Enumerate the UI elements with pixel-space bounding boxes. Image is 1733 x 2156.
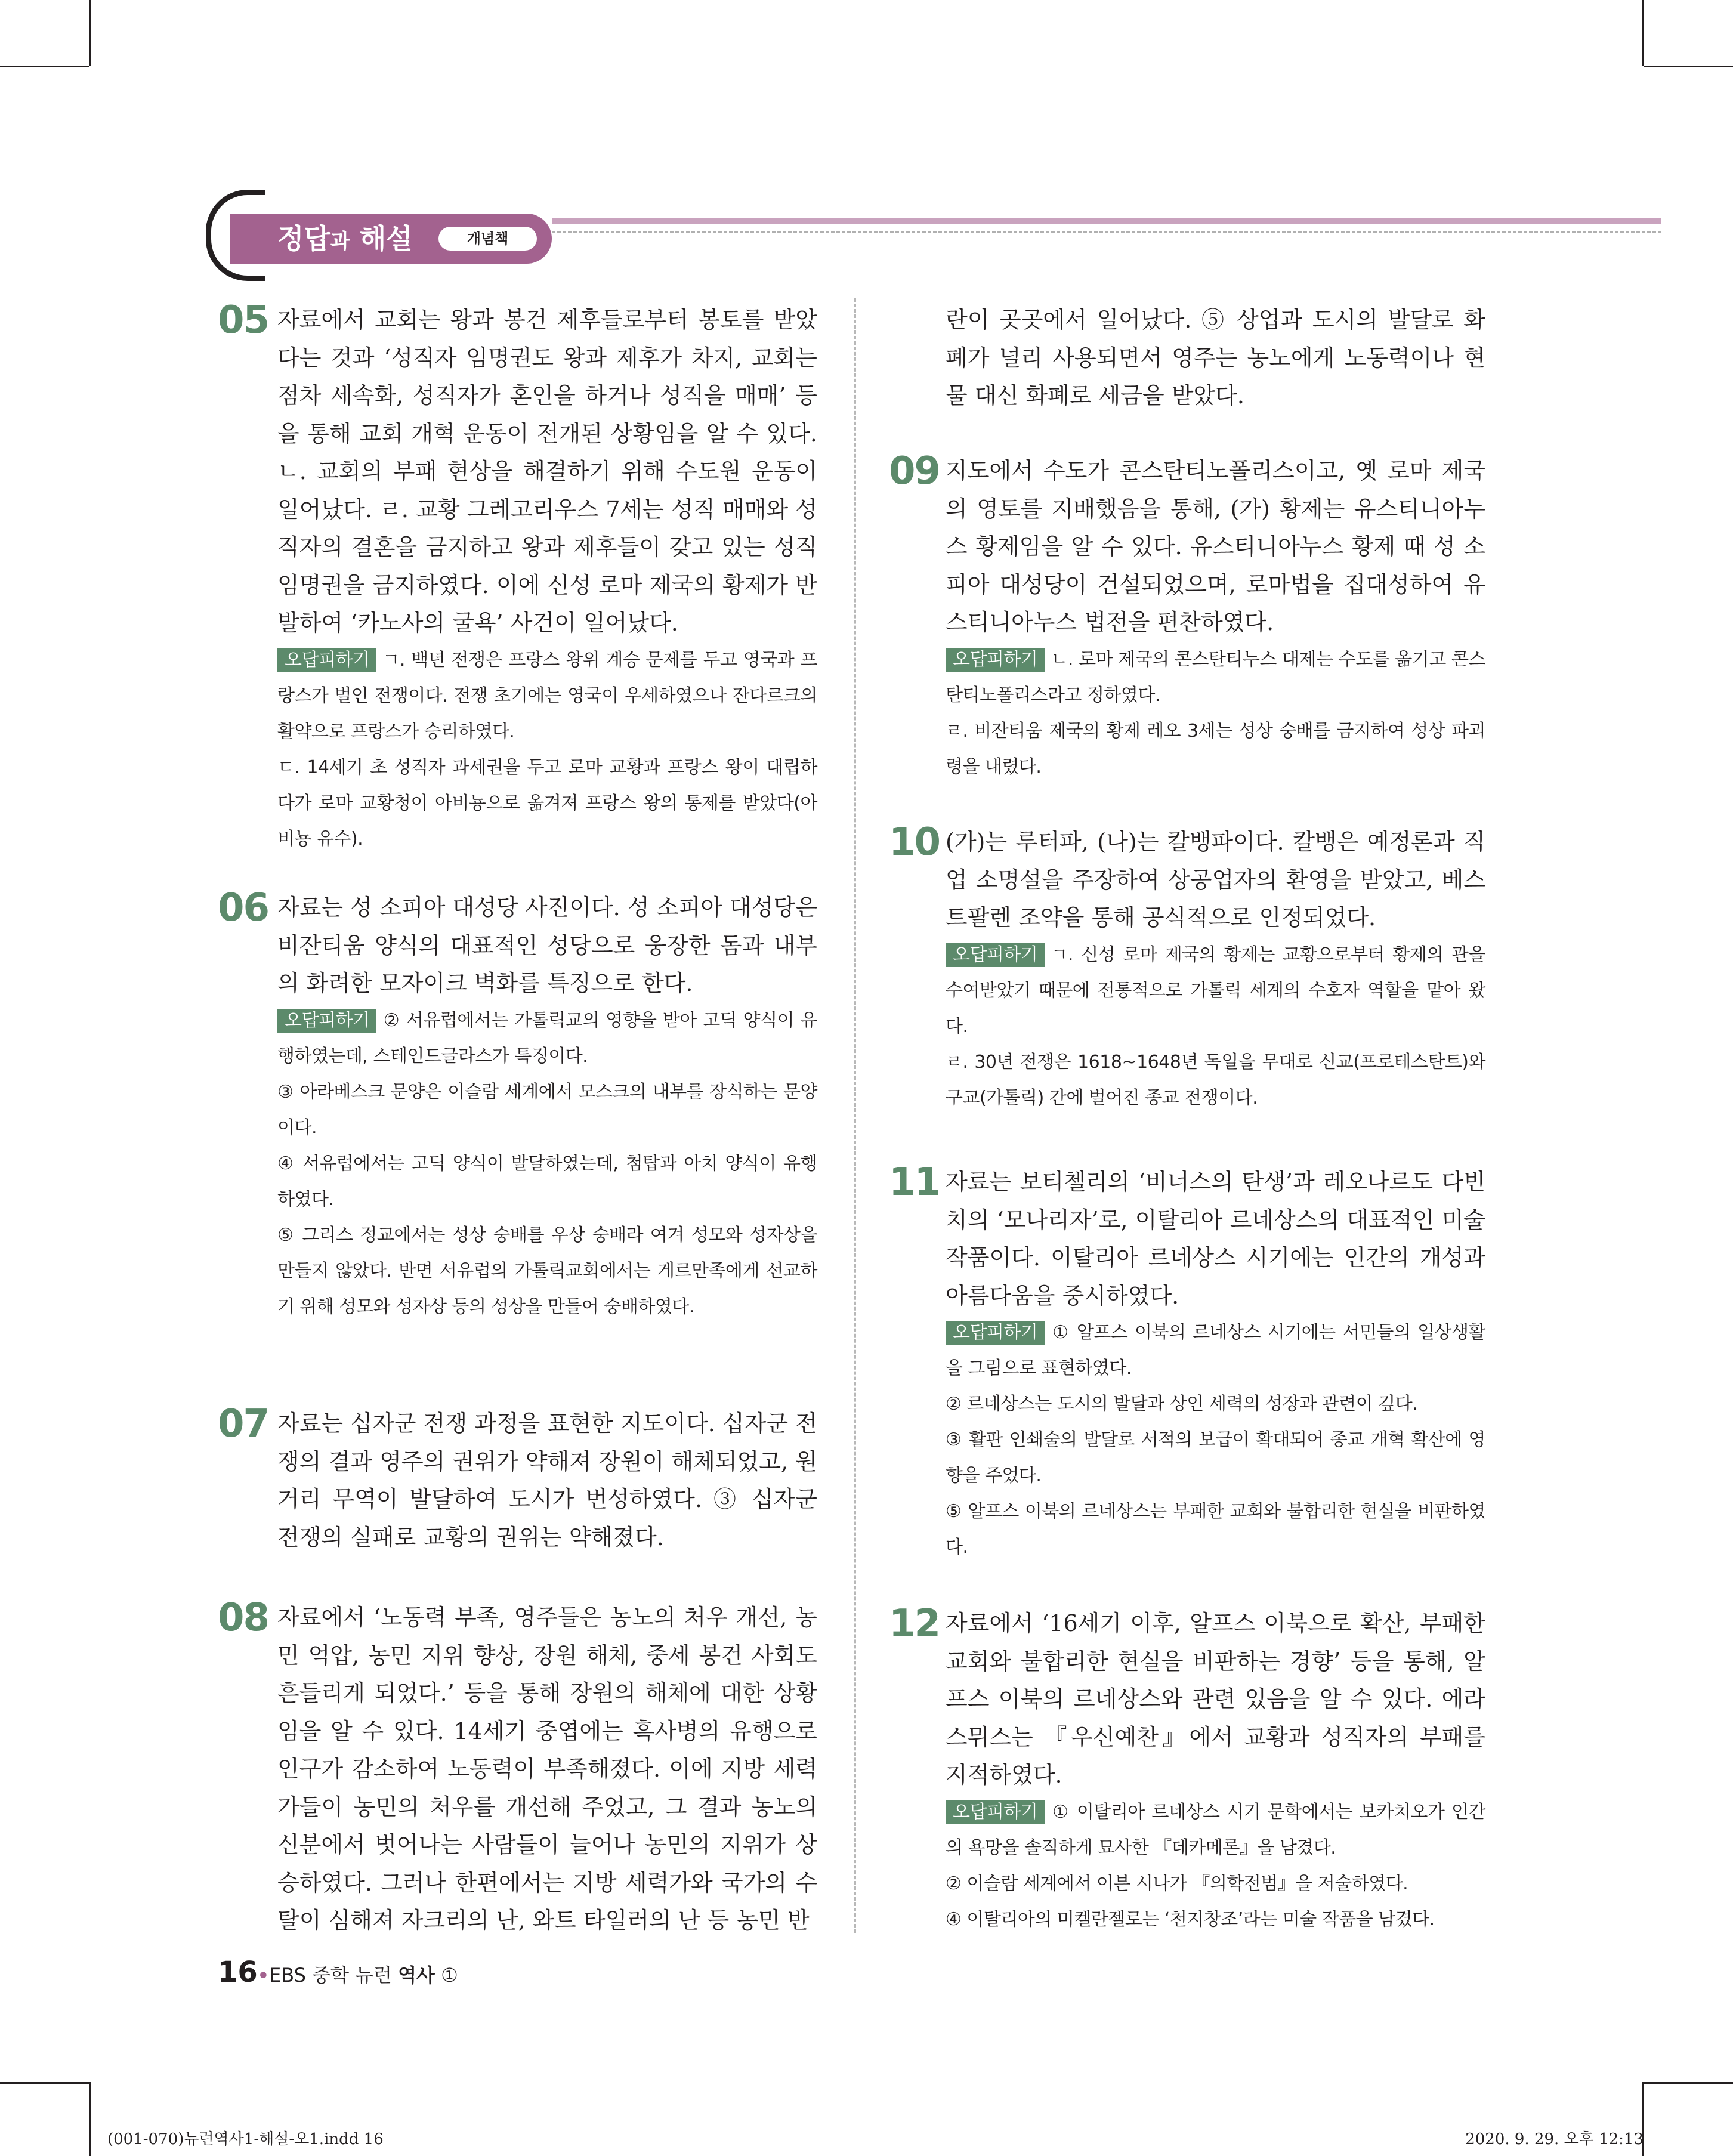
note-text: ① 알프스 이북의 르네상스 시기에는 서민들의 일상생활을 그림으로 표현하였다. [946,1322,1485,1379]
answer-explanation: 자료는 보티첼리의 ‘비너스의 탄생’과 레오나르도 다빈치의 ‘모나리자’로, 이탈리아 르네상스의 대표적인 미술 작품이다. 이탈리아 르네상스 시기에는 인간의 개성과 아름다움을 중시하였다. [946,1169,1485,1309]
wrong-answer-note [277,1218,817,1325]
book-volume: ① [434,1964,458,1987]
wrong-answer-note [946,1045,1485,1116]
header-rule [552,218,1661,224]
answer-explanation: 지도에서 수도가 콘스탄티노폴리스이고, 옛 로마 제국의 영토를 지배했음을 통해, (가) 황제는 유스티니아누스 황제임을 알 수 있다. 유스티니아누스 황제 때 성 소피아 대성당이 건설되었으며, 로마법을 집대성하여 유스티니아누스 법전을 편찬하였다. [946,458,1485,635]
wrong-answer-note [946,1386,1485,1422]
footer [218,1956,458,1989]
note-text: ㄹ. 30년 전쟁은 1618~1648년 독일을 무대로 신교(프로테스탄트)와 구교(가톨릭) 간에 벌어진 종교 전쟁이다. [946,1051,1485,1108]
crop-mark [0,66,89,67]
wrong-answer-note [946,642,1485,713]
column-divider [854,298,856,1933]
answer-explanation: 란이 곳곳에서 일어났다. ⑤ 상업과 도시의 발달로 화폐가 널리 사용되면서 영주는 농노에게 노동력이나 현물 대신 화폐로 세금을 받았다. [946,307,1485,409]
question-number: 08 [218,1596,269,1640]
answer-explanation: 자료는 성 소피아 대성당 사진이다. 성 소피아 대성당은 비잔티움 양식의 대표적인 성당으로 웅장한 돔과 내부의 화려한 모자이크 벽화를 특징으로 한다. [277,894,817,996]
note-text: ⑤ 그리스 정교에서는 성상 숭배를 우상 숭배라 여겨 성모와 성자상을 만들지 않았다. 반면 서유럽의 가톨릭교회에서는 게르만족에게 선교하기 위해 성모와 성자상 등의 성상을 만들어 숭배하였다. [277,1224,817,1317]
note-text: ① 이탈리아 르네상스 시기 문학에서는 보카치오가 인간의 욕망을 솔직하게 묘사한 『데카메론』을 남겼다. [946,1801,1485,1858]
answer-explanation: 자료에서 ‘16세기 이후, 알프스 이북으로 확산, 부패한 교회와 불합리한 현실을 비판하는 경향’ 등을 통해, 알프스 이북의 르네상스와 관련 있음을 알 수 있다. 에라스뮈스는 『우신예찬』에서 교황과 성직자의 부패를 지적하였다. [946,1610,1485,1788]
wrong-answer-badge: 오답피하기 [946,648,1045,672]
wrong-answer-note [946,1315,1485,1386]
wrong-answer-badge: 오답피하기 [277,1009,376,1033]
crop-mark [0,2082,89,2084]
note-text: ② 서유럽에서는 가톨릭교의 영향을 받아 고딕 양식이 유행하였는데, 스테인드글라스가 특징이다. [277,1009,817,1067]
footer-bullet: • [257,1966,269,1987]
note-text: ② 이슬람 세계에서 이븐 시나가 『의학전범』을 저술하였다. [946,1873,1408,1894]
answer-item [889,1160,1485,1565]
note-text: ㄷ. 14세기 초 성직자 과세권을 두고 로마 교황과 프랑스 왕이 대립하다가 로마 교황청이 아비뇽으로 옮겨져 프랑스 왕의 통제를 받았다(아비뇽 유수). [277,756,817,850]
print-slug-date: 2020. 9. 29. 오후 12:13 [1465,2130,1644,2148]
wrong-answer-badge: 오답피하기 [277,648,376,672]
wrong-answer-note [946,1494,1485,1565]
answer-item [218,1402,817,1556]
question-number: 07 [218,1402,269,1446]
crop-mark [1642,0,1644,66]
print-slug-file: (001-070)뉴런역사1-해설-오1.indd 16 [107,2130,384,2148]
question-number: 06 [218,886,269,930]
wrong-answer-note [946,1902,1485,1938]
section-title: 정답과 해설 [277,223,413,255]
wrong-answer-note [946,1866,1485,1902]
answer-item [218,1596,817,1940]
answer-item [889,820,1485,1116]
wrong-answer-badge: 오답피하기 [946,1321,1045,1345]
wrong-answer-note [277,1146,817,1218]
note-text: ㄹ. 비잔티움 제국의 황제 레오 3세는 성상 숭배를 금지하여 성상 파괴령을 내렸다. [946,720,1485,777]
wrong-answer-note [277,1003,817,1074]
note-text: ㄴ. 로마 제국의 콘스탄티누스 대제는 수도를 옮기고 콘스탄티노폴리스라고 정하였다. [946,648,1485,706]
page-number: 16 [218,1956,258,1989]
wrong-answer-note [946,937,1485,1045]
answer-explanation: 자료에서 교회는 왕과 봉건 제후들로부터 봉토를 받았다는 것과 ‘성직자 임명권도 왕과 제후가 차지, 교회는 점차 세속화, 성직자가 혼인을 하거나 성직을 매매’ 등을 통해 교회 개혁 운동이 전개된 상황임을 알 수 있다. ㄴ. 교회의 부패 현상을 해결하기 위해 수도원 운동이 일어났다. ㄹ. 교황 그레고리우스 7세는 성직 매매와 성직자의 결혼을 금지하고 왕과 제후들이 갖고 있는 성직 임명권을 금지하였다. 이에 신성 로마 제국의 황제가 반발하여 ‘카노사의 굴욕’ 사건이 일어났다. [277,307,817,636]
wrong-answer-note [946,1794,1485,1866]
crop-mark [89,2082,91,2156]
crop-mark [1644,2082,1733,2084]
note-text: ④ 이탈리아의 미켈란젤로는 ‘천지창조’라는 미술 작품을 남겼다. [946,1908,1435,1930]
question-number: 10 [889,820,940,864]
book-subject: 역사 [398,1964,435,1987]
note-text: ③ 활판 인쇄술의 발달로 서적의 보급이 확대되어 종교 개혁 확산에 영향을 주었다. [946,1429,1485,1486]
wrong-answer-note [946,1422,1485,1494]
answer-item [218,298,817,857]
wrong-answer-badge: 오답피하기 [946,1800,1045,1824]
wrong-answer-note [277,1074,817,1146]
wrong-answer-note [277,750,817,857]
answer-item [946,301,1485,415]
answer-item [889,1602,1485,1938]
question-number: 12 [889,1602,940,1646]
wrong-answer-note [277,643,817,750]
answer-explanation: 자료에서 ‘노동력 부족, 영주들은 농노의 처우 개선, 농민 억압, 농민 지위 향상, 장원 해체, 중세 봉건 사회도 흔들리게 되었다.’ 등을 통해 장원의 해체에 대한 상황임을 알 수 있다. 14세기 중엽에는 흑사병의 유행으로 인구가 감소하여 노동력이 부족해졌다. 이에 지방 세력가들이 농민의 처우를 개선해 주었고, 그 결과 농노의 신분에서 벗어나는 사람들이 늘어나 농민의 지위가 상승하였다. 그러나 한편에서는 지방 세력가와 국가의 수탈이 심해져 자크리의 난, 와트 타일러의 난 등 농민 반 [277,1604,817,1933]
question-number: 11 [889,1160,940,1204]
answer-explanation: 자료는 십자군 전쟁 과정을 표현한 지도이다. 십자군 전쟁의 결과 영주의 권위가 약해져 장원이 해체되었고, 원거리 무역이 발달하여 도시가 번성하였다. ③ 십자군 전쟁의 실패로 교황의 권위는 약해졌다. [277,1410,817,1550]
note-text: ② 르네상스는 도시의 발달과 상인 세력의 성장과 관련이 깊다. [946,1394,1418,1414]
book-pill: 개념책 [438,227,537,251]
question-number: 05 [218,298,269,342]
answer-item [218,886,817,1325]
note-text: ㄱ. 신성 로마 제국의 황제는 교황으로부터 황제의 관을 수여받았기 때문에 전통적으로 가톨릭 세계의 수호자 역할을 맡아 왔다. [946,944,1485,1037]
book-title: EBS 중학 뉴런 [268,1964,399,1987]
crop-mark [89,0,91,66]
answer-explanation: (가)는 루터파, (나)는 칼뱅파이다. 칼뱅은 예정론과 직업 소명설을 주장하여 상공업자의 환영을 받았고, 베스트팔렌 조약을 통해 공식적으로 인정되었다. [946,829,1485,931]
wrong-answer-badge: 오답피하기 [946,943,1045,967]
crop-mark [1644,66,1733,67]
note-text: ㄱ. 백년 전쟁은 프랑스 왕위 계승 문제를 두고 영국과 프랑스가 벌인 전쟁이다. 전쟁 초기에는 영국이 우세하였으나 잔다르크의 활약으로 프랑스가 승리하였다. [277,649,817,742]
wrong-answer-note [946,713,1485,785]
question-number: 09 [889,449,940,493]
note-text: ③ 아라베스크 문양은 이슬람 세계에서 모스크의 내부를 장식하는 문양이다. [277,1081,817,1138]
note-text: ⑤ 알프스 이북의 르네상스는 부패한 교회와 불합리한 현실을 비판하였다. [946,1501,1485,1558]
answer-item [889,449,1485,785]
header-dotted-rule [552,231,1661,233]
note-text: ④ 서유럽에서는 고딕 양식이 발달하였는데, 첨탑과 아치 양식이 유행하였다. [277,1153,817,1210]
